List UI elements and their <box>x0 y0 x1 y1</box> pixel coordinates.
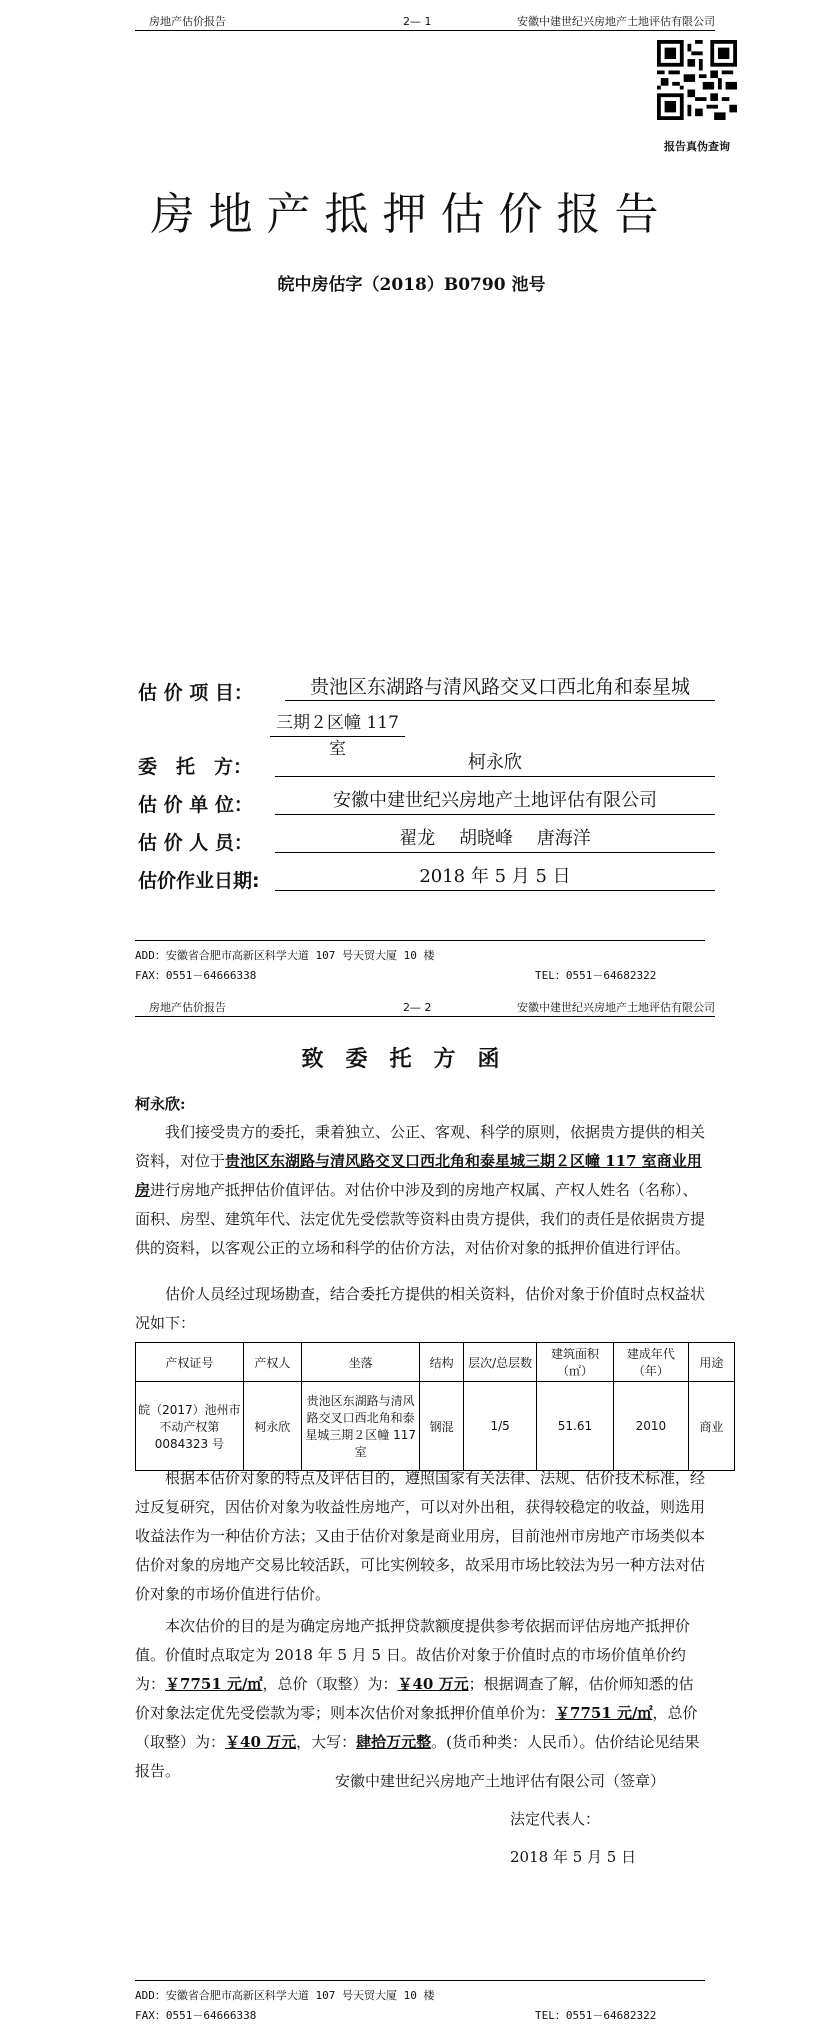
paragraph-conclusion <box>135 1612 705 1786</box>
conclusion-f: 。(货币种类：人民币）。估价结论见结果报告。 <box>135 1733 700 1780</box>
paragraph-method: 根据本估价对象的特点及评估目的，遵照国家有关法律、法规、估价技术标准，经过反复研究，因估价对象为收益性房地产，可以对外出租，获得较稳定的收益，则选用收益法作为一种估价方法；又由于估价对象是商业用房，目前池州市房地产市场类似本估价对象的房地产交易比较活跃，可比实例较多，故采用市场比较法为另一种方法对估价对象的市场价值进行估价。 <box>135 1469 706 1603</box>
property-table <box>135 1342 735 1471</box>
header-left: 房地产估价报告 <box>149 1001 226 1014</box>
table-header: 结构 <box>420 1343 464 1382</box>
footer-address: ADD：安徽省合肥市高新区科学大道 107 号天贸大厦 10 楼 <box>135 1989 435 2002</box>
table-cell: 商业 <box>688 1382 734 1471</box>
paragraph-survey: 估价人员经过现场勘查，结合委托方提供的相关资料，估价对象于价值时点权益状况如下： <box>135 1285 706 1332</box>
mortgage-total-price: ￥40 万元 <box>225 1733 297 1751</box>
amount-in-words: 肆拾万元整 <box>356 1733 432 1751</box>
page-footer <box>135 1980 715 2023</box>
mortgage-unit-price: ￥7751 元/㎡ <box>555 1704 653 1722</box>
paragraph-intro <box>135 1118 705 1263</box>
table-cell: 贵池区东湖路与清风路交叉口西北角和泰星城三期２区幢 117 室 <box>302 1382 420 1471</box>
field-label-client: 委 托 方： <box>138 756 253 778</box>
letter-title: 致委托方函 <box>301 1047 522 1072</box>
total-price: ￥40 万元 <box>397 1675 469 1693</box>
paragraph-intro-property: 贵池区东湖路与清风路交叉口西北角和泰星城三期２区幢 117 室商业用房 <box>135 1152 702 1199</box>
table-cell: 2010 <box>613 1382 688 1471</box>
footer-rule <box>135 1980 705 1981</box>
salutation: 柯永欣: <box>135 1095 186 1113</box>
page-footer <box>135 940 715 983</box>
field-value-client: 柯永欣 <box>275 750 715 777</box>
document-number: 皖中房估字（2018）B0790 池号 <box>277 275 546 295</box>
report-title: 房地产抵押估价报告 <box>150 189 673 240</box>
conclusion-e: ，大写： <box>296 1733 357 1751</box>
footer-tel: TEL：0551－64682322 <box>535 2009 657 2022</box>
signature-representative: 法定代表人： <box>510 1810 601 1828</box>
conclusion-c: ；根据调查了解，估价师知悉的估价对象法定优先受偿款为零；则本次估价对象抵押价值单价为： <box>135 1675 694 1722</box>
header-page-number: 2— 2 <box>403 1001 432 1014</box>
footer-tel: TEL：0551－64682322 <box>535 969 657 982</box>
conclusion-d: ，总价（取整）为： <box>135 1704 698 1751</box>
table-cell: 1/5 <box>464 1382 537 1471</box>
table-header: 建成年代（年） <box>613 1343 688 1382</box>
header-page-number: 2— 1 <box>403 15 432 28</box>
unit-price: ￥7751 元/㎡ <box>165 1675 263 1693</box>
field-value-project-line2: 三期２区幢 117 室 <box>270 710 405 737</box>
paragraph-intro-c: 进行房地产抵押估价值评估。对估价中涉及到的房地产权属、产权人姓名（名称）、面积、房型、建筑年代、法定优先受偿款等资料由贵方提供，我们的责任是依据贵方提供的资料，以客观公正的立场和科学的估价方法，对估价对象的抵押价值进行评估。 <box>135 1181 706 1257</box>
footer-rule <box>135 940 705 941</box>
field-value-appraiser-unit: 安徽中建世纪兴房地产土地评估有限公司 <box>275 788 715 815</box>
field-value-appraisers: 翟龙 胡晓峰 唐海洋 <box>275 826 715 853</box>
header-left: 房地产估价报告 <box>149 15 226 28</box>
field-value-work-date: 2018 年 5 月 5 日 <box>275 864 715 891</box>
field-label-appraisers: 估 价 人 员： <box>138 832 253 854</box>
header-company: 安徽中建世纪兴房地产土地评估有限公司 <box>517 15 715 28</box>
field-label-appraiser-unit: 估 价 单 位： <box>138 794 253 816</box>
table-header: 用途 <box>688 1343 734 1382</box>
table-row <box>136 1382 735 1471</box>
table-cell: 柯永欣 <box>243 1382 301 1471</box>
signature-date: 2018 年 5 月 5 日 <box>510 1848 637 1866</box>
footer-fax: FAX：0551－64666338 <box>135 969 257 982</box>
page-header <box>135 14 715 31</box>
table-header: 坐落 <box>302 1343 420 1382</box>
header-company: 安徽中建世纪兴房地产土地评估有限公司 <box>517 1001 715 1014</box>
table-cell: 钢混 <box>420 1382 464 1471</box>
qr-code-icon <box>657 40 737 120</box>
page-header <box>135 1000 715 1017</box>
qr-label: 报告真伪查询 <box>664 140 730 153</box>
field-label-work-date: 估价作业日期: <box>138 870 260 892</box>
field-label-project: 估 价 项 目： <box>138 682 253 704</box>
footer-address: ADD：安徽省合肥市高新区科学大道 107 号天贸大厦 10 楼 <box>135 949 435 962</box>
conclusion-b: ，总价（取整）为： <box>262 1675 398 1693</box>
table-header: 产权人 <box>243 1343 301 1382</box>
conclusion-a: 本次估价的目的是为确定房地产抵押贷款额度提供参考依据而评估房地产抵押价值。价值时点取定为 2018 年 5 月 5 日。故估价对象于价值时点的市场价值单价约为： <box>135 1617 691 1693</box>
footer-fax: FAX：0551－64666338 <box>135 2009 257 2022</box>
table-header-row <box>136 1343 735 1382</box>
paragraph-intro-a: 我们接受贵方的委托，秉着独立、公正、客观、科学的原则，依据贵方提供的相关资料，对位于 <box>135 1123 706 1170</box>
table-header: 建筑面积（㎡） <box>537 1343 614 1382</box>
table-header: 层次/总层数 <box>464 1343 537 1382</box>
table-cell: 51.61 <box>537 1382 614 1471</box>
table-header: 产权证号 <box>136 1343 244 1382</box>
signature-company: 安徽中建世纪兴房地产土地评估有限公司（签章） <box>335 1772 666 1790</box>
table-cell: 皖（2017）池州市不动产权第 0084323 号 <box>136 1382 244 1471</box>
field-value-project-line1: 贵池区东湖路与清风路交叉口西北角和泰星城 <box>285 674 715 701</box>
